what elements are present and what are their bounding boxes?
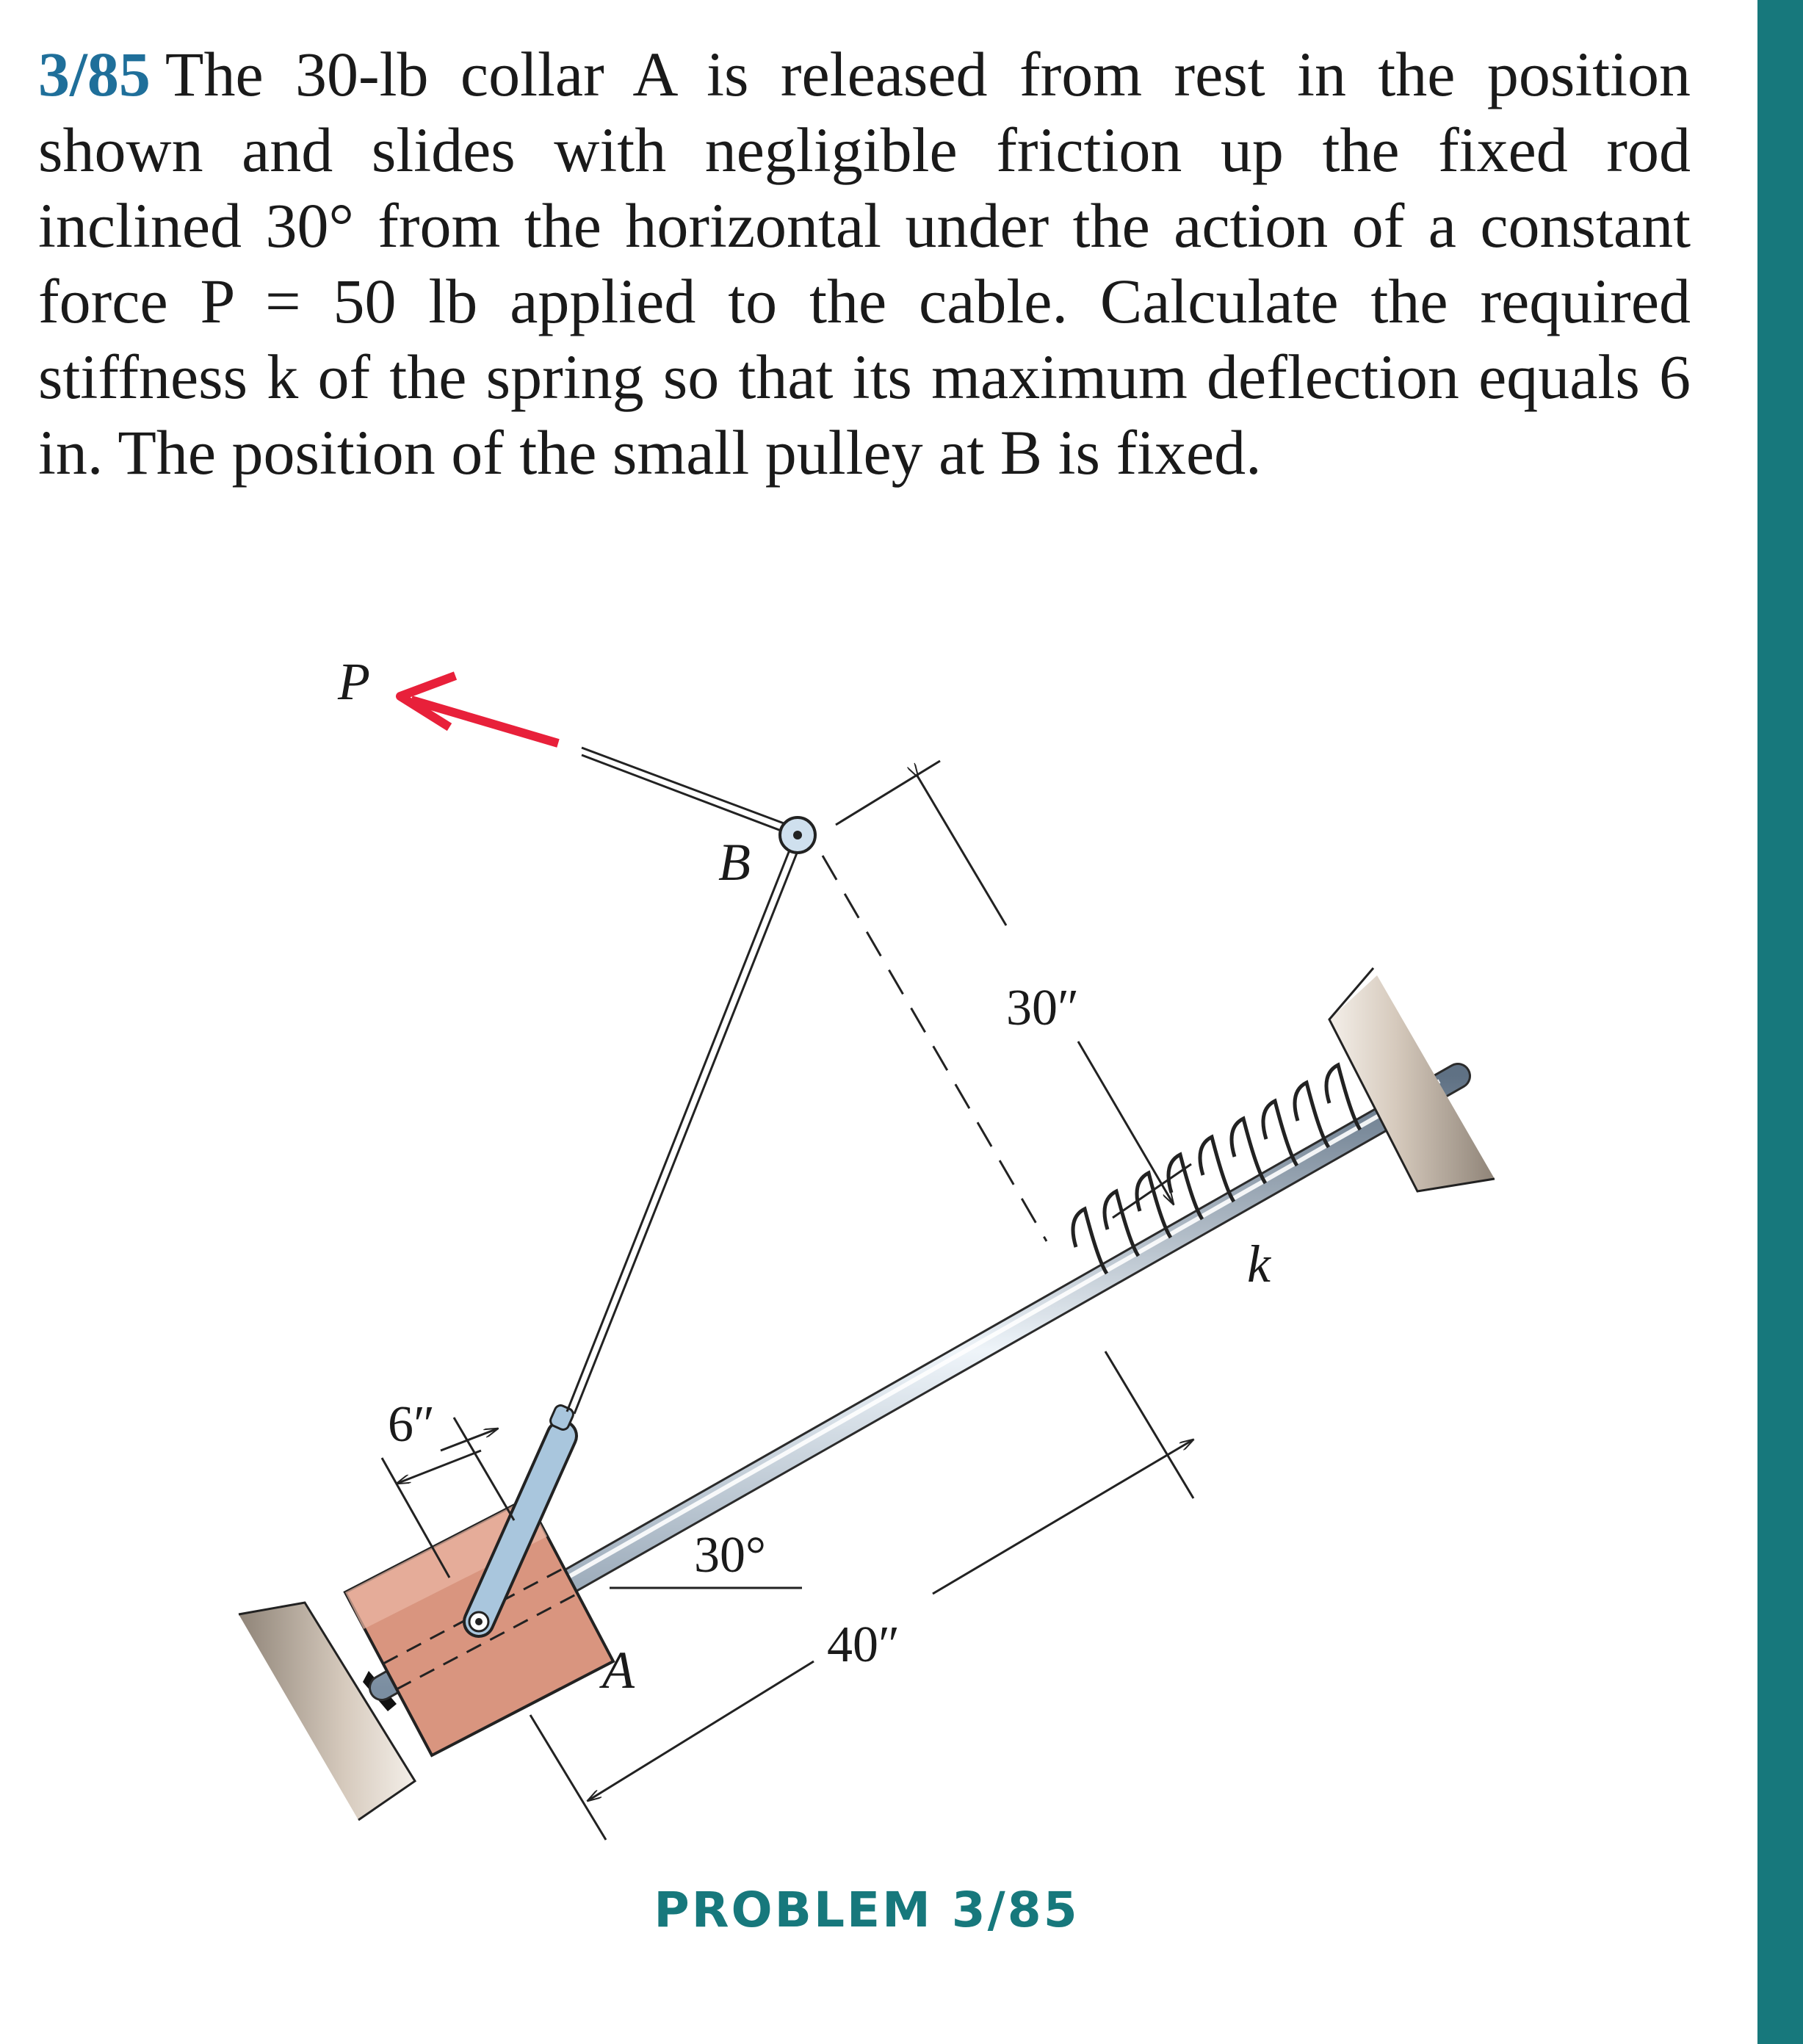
label-B: B xyxy=(718,833,751,892)
problem-body: The 30-lb collar A is released from rest in the position shown and slides with negligible friction up the fixed rod inclined 30° from the horizontal under the action of a constant force P = 50 lb applied to the cable. Calculate the required stiffness k of the spring so that its maximum deflection equals 6 in. The position of the small pulley at B is fixed. xyxy=(38,39,1691,488)
label-P: P xyxy=(338,652,370,711)
problem-number: 3/85 xyxy=(38,39,151,109)
label-angle-30: 30° xyxy=(694,1527,766,1583)
label-A: A xyxy=(602,1641,635,1700)
label-40-inch: 40″ xyxy=(827,1617,900,1673)
dashed-reference xyxy=(823,856,1047,1241)
right-wall-support xyxy=(1329,975,1495,1191)
rod-highlight xyxy=(558,1081,1439,1583)
label-6-inch: 6″ xyxy=(388,1396,436,1453)
label-30-inch: 30″ xyxy=(1006,980,1080,1036)
side-accent-bar xyxy=(1757,0,1803,2044)
figure-caption: PROBLEM 3/85 xyxy=(654,1882,1080,1938)
cable xyxy=(567,748,799,1414)
label-k: k xyxy=(1247,1235,1271,1293)
